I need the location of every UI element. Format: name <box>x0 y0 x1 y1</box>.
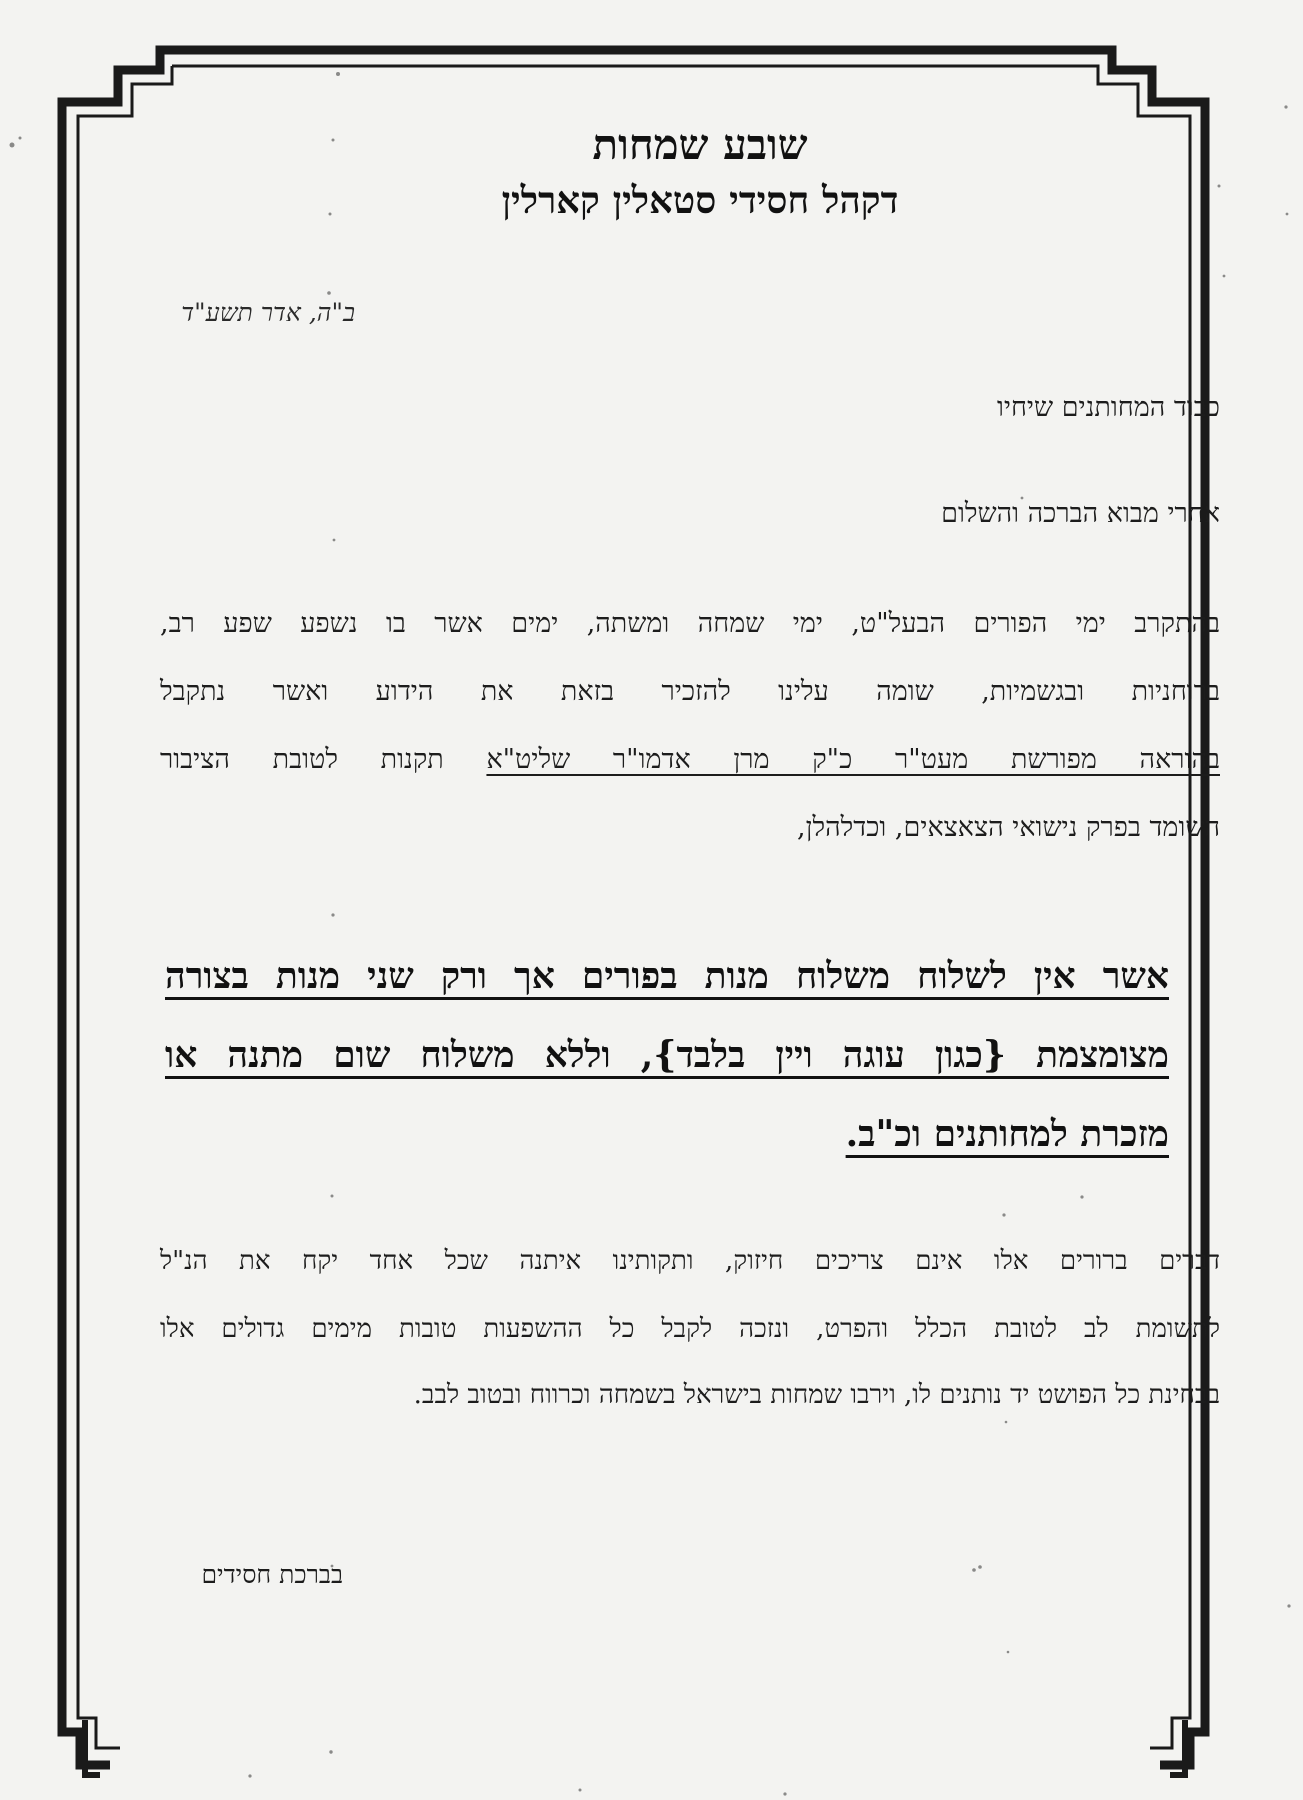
page-title: שובע שמחות <box>592 120 808 169</box>
greeting: כבוד המחותנים שיחיו <box>996 392 1220 423</box>
paragraph-line: בהתקרב ימי הפורים הבעל"ט, ימי שמחה ומשתה, ימים אשר בו נשפע שפע רב, <box>160 608 1220 639</box>
paragraph-line: ברוחניות ובגשמיות, שומה עלינו להזכיר בזאת את הידוע ואשר נתקבל <box>160 676 1220 707</box>
underlined-phrase: בהוראה מפורשת מעט"ר כ"ק מרן אדמו"ר שליט"א <box>486 744 1220 775</box>
closing-paragraph-line: לתשומת לב לטובת הכלל והפרט, ונזכה לקבל כל ההשפעות טובות מימים גדולים אלו <box>160 1314 1220 1344</box>
closing-paragraph-line: בבחינת כל הפושט יד נותנים לו, וירבו שמחות בישראל בשמחה וכרווח ובטוב לבב. <box>413 1380 1220 1410</box>
paragraph-line-rest: תקנות לטובת הציבור <box>160 744 444 775</box>
rule-line: מזכרת למחותנים וכ"ב. <box>845 1113 1169 1155</box>
paragraph-line <box>160 744 1220 775</box>
paragraph-line: השומד בפרק נישואי הצאצאים, וכדלהלן, <box>797 812 1220 843</box>
closing-paragraph-line: דברים ברורים אלו אינם צריכים חיזוק, ותקותינו איתנה שכל אחד יקח את הנ"ל <box>160 1246 1220 1276</box>
rule-line: מצומצמת {כגון עוגה ויין בלבד}, וללא משלוח שום מתנה או <box>165 1034 1169 1076</box>
signature: בברכת חסידים <box>201 1560 343 1589</box>
page-subtitle: דקהל חסידי סטאלין קארלין <box>501 178 899 222</box>
opening-salutation: אחרי מבוא הברכה והשלום <box>941 498 1220 529</box>
letter-date: ב"ה, אדר תשע"ד <box>181 298 355 327</box>
rule-line: אשר אין לשלוח משלוח מנות בפורים אך ורק שני מנות בצורה <box>165 955 1169 997</box>
